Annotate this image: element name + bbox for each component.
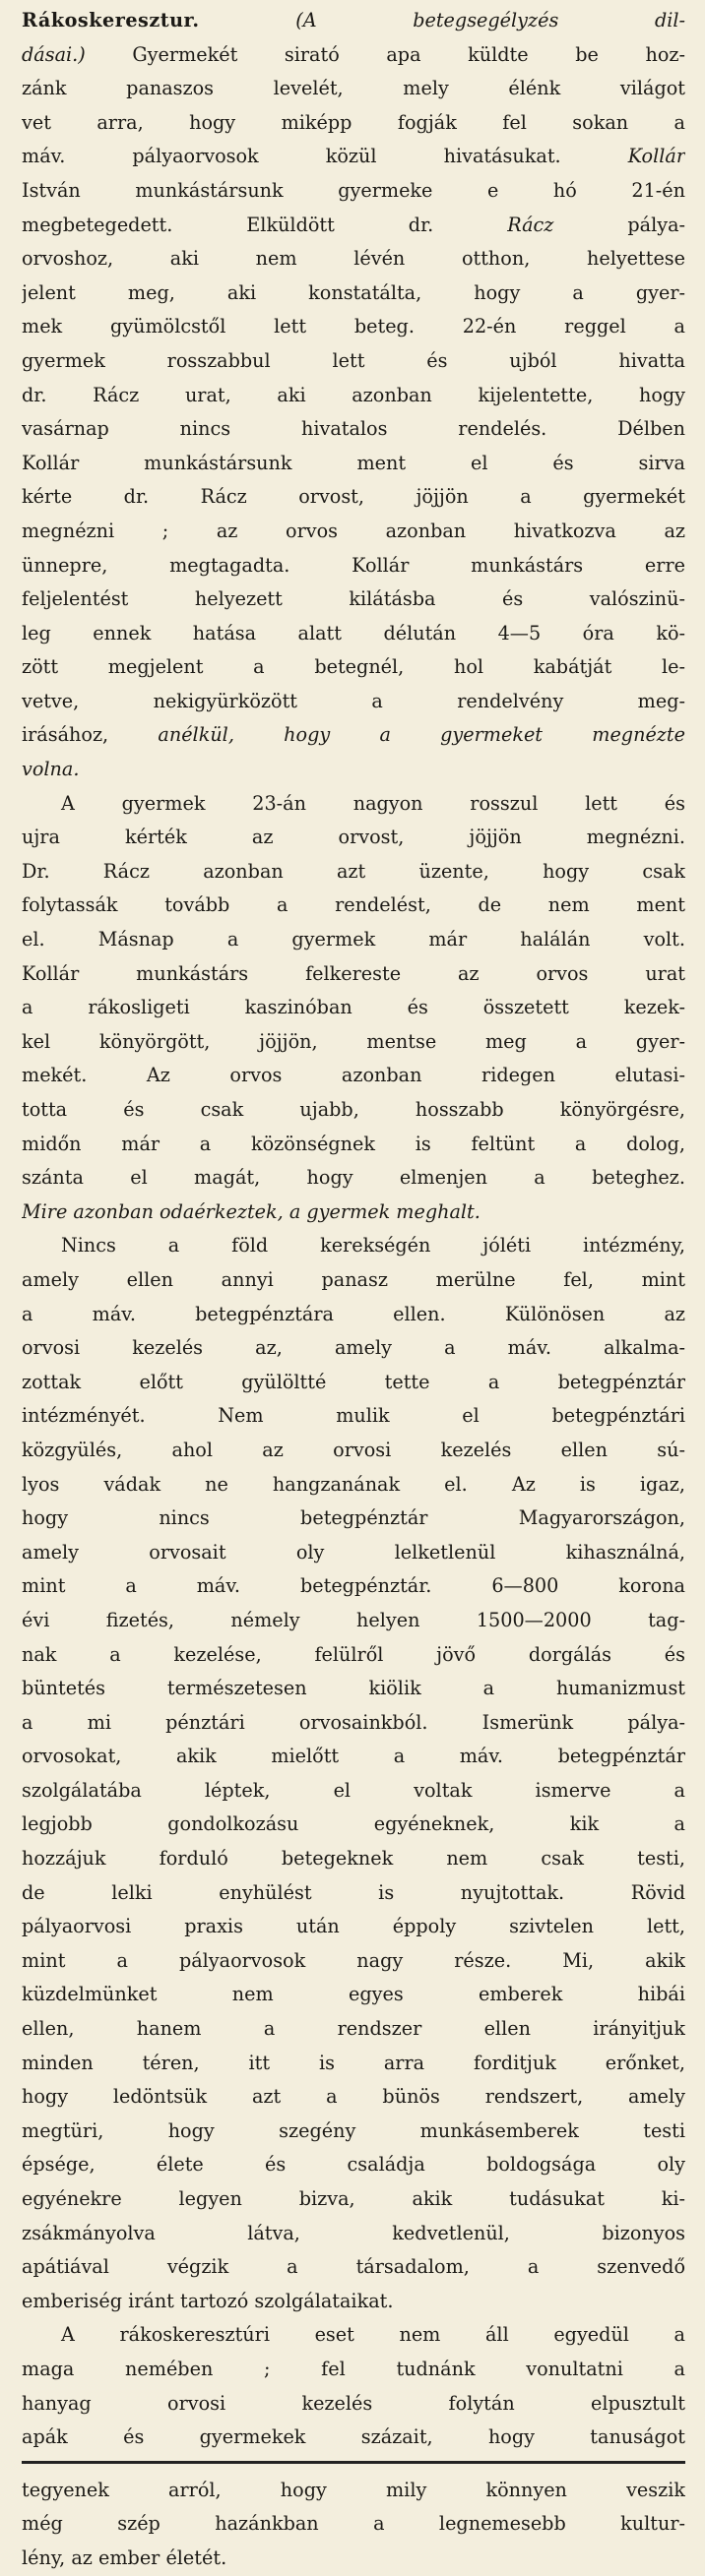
article-paragraph-2 [22, 787, 685, 1230]
text-segment: zött megjelent a betegnél, hol kabátját le- [22, 655, 685, 679]
text-line [22, 1706, 685, 1741]
text-segment: épsége, élete és családja boldogsága oly [22, 2153, 685, 2177]
text-line [22, 1059, 685, 1093]
text-line [22, 1331, 685, 1366]
text-segment: irásához, [22, 723, 159, 747]
text-line [22, 2421, 685, 2455]
italic-text: Mire azonban odaérkeztek, a gyermek meghalt. [22, 1199, 481, 1223]
text-segment: megtüri, hogy szegény munkásemberek testi [22, 2118, 685, 2142]
text-segment: feljelentést helyezett kilátásba és valószinü- [22, 587, 685, 611]
text-segment: szánta el magát, hogy elmenjen a beteghez. [22, 1166, 685, 1190]
text-segment: nak a kezelése, felülről jövő dorgálás és [22, 1642, 685, 1666]
text-segment: mek gyümölcstől lett beteg. 22-én reggel a [22, 315, 685, 338]
text-line [22, 1808, 685, 1842]
text-line [22, 2507, 685, 2542]
text-line [22, 1569, 685, 1604]
text-segment: apátiával végzik a társadalom, a szenvedő [22, 2255, 685, 2279]
text-line [22, 583, 685, 617]
text-line [22, 2474, 685, 2508]
text-line [22, 1502, 685, 1536]
text-segment: ünnepre, megtagadta. Kollár munkástárs erre [22, 553, 685, 577]
text-segment: kérte dr. Rácz orvost, jöjjön a gyermekét [22, 485, 685, 509]
text-line [22, 1604, 685, 1638]
text-line [22, 787, 685, 822]
text-line [22, 1774, 685, 1809]
text-segment: lény, az ember életét. [22, 2545, 227, 2569]
text-line [22, 2250, 685, 2285]
text-segment: el. Másnap a gyermek már halálán volt. [22, 928, 685, 951]
text-segment: büntetés természetesen kiölik a humanizmust [22, 1677, 685, 1700]
text-segment: hogy nincs betegpénztár Magyarországon, [22, 1506, 685, 1530]
text-segment: vet arra, hogy miképp fogják fel sokan a [22, 110, 685, 134]
text-line [22, 1161, 685, 1196]
text-line [22, 1229, 685, 1263]
text-line [22, 1093, 685, 1128]
text-line [22, 174, 685, 209]
text-segment: Kollár munkástársunk ment el és sirva [22, 451, 685, 474]
text-line [22, 2217, 685, 2251]
text-segment: máv. pályaorvosok közül hivatásukat. [22, 145, 628, 168]
text-line [22, 1468, 685, 1503]
text-segment: A gyermek 23-án nagyon rosszul lett és [61, 791, 685, 815]
text-segment: még szép hazánkban a legnemesebb kultur- [22, 2512, 685, 2536]
italic-text: volna. [22, 758, 80, 781]
text-line [22, 821, 685, 855]
text-segment: legjobb gondolkozásu egyéneknek, kik a [22, 1812, 685, 1836]
text-line [22, 1298, 685, 1332]
text-line [22, 1263, 685, 1298]
text-segment: tegyenek arról, hogy mily könnyen veszik [22, 2478, 685, 2501]
text-segment: évi fizetés, némely helyen 1500—2000 tag- [22, 1608, 685, 1631]
italic-text: dásai.) [22, 42, 86, 66]
text-segment: Nincs a föld kerekségén jóléti intézmény, [61, 1234, 685, 1257]
text-line [22, 515, 685, 549]
italic-text: (A betegsegélyzés dil- [199, 9, 685, 31]
text-segment: totta és csak ujabb, hosszabb könyörgésre, [22, 1098, 685, 1121]
text-segment: midőn már a közönségnek is feltünt a dolog, [22, 1132, 685, 1155]
text-line [22, 276, 685, 311]
text-segment: a máv. betegpénztára ellen. Különösen az [22, 1302, 685, 1325]
text-segment: küzdelmünket nem egyes emberek hibái [22, 1983, 685, 2006]
italic-text: anélkül, hogy a gyermeket megnézte [158, 723, 685, 747]
text-segment: apák és gyermekek százait, hogy tanuságot [22, 2425, 685, 2449]
text-line [22, 650, 685, 685]
text-line [22, 855, 685, 889]
text-line [22, 1399, 685, 1434]
text-segment: leg ennek hatása alatt délután 4—5 óra kö- [22, 621, 685, 644]
text-line [22, 209, 685, 243]
text-line [22, 2148, 685, 2182]
text-line [22, 889, 685, 923]
text-segment: amely ellen annyi panasz merülne fel, mint [22, 1267, 685, 1291]
text-line [22, 753, 685, 787]
text-segment: emberiség iránt tartozó szolgálataikat. [22, 2289, 394, 2312]
text-line [22, 480, 685, 515]
text-line [22, 242, 685, 276]
text-segment: megbetegedett. Elküldött dr. [22, 213, 508, 236]
text-line [22, 2115, 685, 2149]
text-segment: ellen, hanem a rendszer ellen irányitjuk [22, 2017, 685, 2041]
text-segment: közgyülés, ahol az orvosi kezelés ellen sú- [22, 1438, 685, 1461]
text-segment: de lelki enyhülést is nyujtottak. Rövid [22, 1880, 685, 1904]
text-line [22, 72, 685, 106]
article-paragraph-3 [22, 1229, 685, 2318]
text-segment: jelent meg, aki konstatálta, hogy a gyer- [22, 280, 685, 304]
text-line [22, 1025, 685, 1060]
text-segment: mint a máv. betegpénztár. 6—800 korona [22, 1574, 685, 1598]
text-segment: minden téren, itt is arra forditjuk erőnket, [22, 2051, 685, 2074]
text-line [22, 379, 685, 413]
text-segment: orvosi kezelés az, amely a máv. alkalma- [22, 1336, 685, 1360]
text-segment: Gyermekét sirató apa küldte be hoz- [85, 42, 685, 66]
text-line [22, 412, 685, 447]
text-segment: zottak előtt gyülöltté tette a betegpénztár [22, 1370, 685, 1393]
text-segment: Kollár munkástárs felkereste az orvos urat [22, 961, 685, 985]
text-segment: megnézni ; az orvos azonban hivatkozva az [22, 519, 685, 542]
text-line [22, 140, 685, 174]
text-segment: Dr. Rácz azonban azt üzente, hogy csak [22, 859, 685, 883]
text-segment: orvoshoz, aki nem lévén otthon, helyettese [22, 247, 685, 271]
text-line [22, 1128, 685, 1162]
text-segment: amely orvosait oly lelketlenül kihasználná, [22, 1540, 685, 1564]
text-line [22, 2182, 685, 2217]
text-line [22, 2353, 685, 2387]
text-line [22, 2387, 685, 2422]
text-segment: István munkástársunk gyermeke e hó 21-én [22, 178, 685, 202]
text-segment: mint a pályaorvosok nagy része. Mi, akik [22, 1948, 685, 1972]
text-line [22, 617, 685, 651]
text-line [22, 1876, 685, 1911]
text-segment: pályaorvosi praxis után éppoly szivtelen lett, [22, 1915, 685, 1938]
text-line [22, 2542, 685, 2576]
text-segment: gyermek rosszabbul lett és ujból hivatta [22, 348, 685, 372]
text-line [22, 991, 685, 1025]
text-line [22, 310, 685, 344]
text-line [22, 1944, 685, 1979]
article-paragraph-5 [22, 2474, 685, 2576]
column-divider-rule [22, 2461, 685, 2464]
text-segment: vetve, nekigyürközött a rendelvény meg- [22, 689, 685, 712]
text-line [22, 685, 685, 719]
text-line [22, 1536, 685, 1570]
text-line [22, 2047, 685, 2081]
text-segment: kel könyörgött, jöjjön, mentse meg a gyer- [22, 1029, 685, 1053]
text-line [22, 1638, 685, 1673]
text-segment: ujra kérték az orvost, jöjjön megnézni. [22, 826, 685, 849]
text-line [22, 549, 685, 583]
text-line [22, 1910, 685, 1944]
text-segment: folytassák tovább a rendelést, de nem ment [22, 893, 685, 917]
article-headline: Rákoskeresztur. [22, 9, 200, 31]
text-line [22, 1740, 685, 1774]
text-segment: egyénekre legyen bizva, akik tudásukat ki- [22, 2187, 685, 2210]
text-segment: hogy ledöntsük azt a bünös rendszert, amely [22, 2085, 685, 2109]
text-segment: orvosokat, akik mielőtt a máv. betegpénztár [22, 1745, 685, 1768]
text-segment: dr. Rácz urat, aki azonban kijelentette, hogy [22, 383, 685, 406]
text-segment: hanyag orvosi kezelés folytán elpusztult [22, 2391, 685, 2415]
text-segment: a rákosligeti kaszinóban és összetett kezek- [22, 996, 685, 1019]
text-segment: A rákoskeresztúri eset nem áll egyedül a [61, 2323, 685, 2347]
text-line [22, 2080, 685, 2115]
text-line [22, 447, 685, 481]
text-segment: zánk panaszos levelét, mely élénk világot [22, 77, 685, 100]
text-line [22, 2012, 685, 2047]
article-paragraph-4 [22, 2318, 685, 2454]
text-line [22, 1366, 685, 1400]
text-segment: lyos vádak ne hangzanának el. Az is igaz, [22, 1472, 685, 1496]
text-line [22, 1842, 685, 1876]
italic-text: Rácz [507, 213, 554, 236]
text-segment: maga nemében ; fel tudnánk vonultatni a [22, 2357, 685, 2380]
text-segment: zsákmányolva látva, kedvetlenül, bizonyos [22, 2221, 685, 2244]
text-segment: vasárnap nincs hivatalos rendelés. Délben [22, 417, 685, 441]
text-segment: mekét. Az orvos azonban ridegen elutasi- [22, 1064, 685, 1087]
text-segment: szolgálatába léptek, el voltak ismerve a [22, 1778, 685, 1802]
text-line [22, 957, 685, 992]
text-line [22, 2318, 685, 2353]
text-line [22, 4, 685, 38]
article-paragraph-1 [22, 4, 685, 787]
text-line [22, 2285, 685, 2319]
italic-text: Kollár [627, 145, 685, 168]
text-segment: a mi pénztári orvosainkból. Ismerünk pálya- [22, 1710, 685, 1734]
text-line [22, 38, 685, 73]
text-line [22, 1978, 685, 2012]
text-segment: pálya- [553, 213, 685, 236]
text-line [22, 1434, 685, 1468]
text-line [22, 1672, 685, 1706]
text-line [22, 718, 685, 753]
text-line [22, 344, 685, 379]
text-line [22, 106, 685, 141]
text-line [22, 923, 685, 957]
text-line [22, 1196, 685, 1230]
text-segment: hozzájuk forduló betegeknek nem csak testi, [22, 1847, 685, 1871]
text-segment: intézményét. Nem mulik el betegpénztári [22, 1404, 685, 1428]
article-column [22, 4, 685, 2576]
